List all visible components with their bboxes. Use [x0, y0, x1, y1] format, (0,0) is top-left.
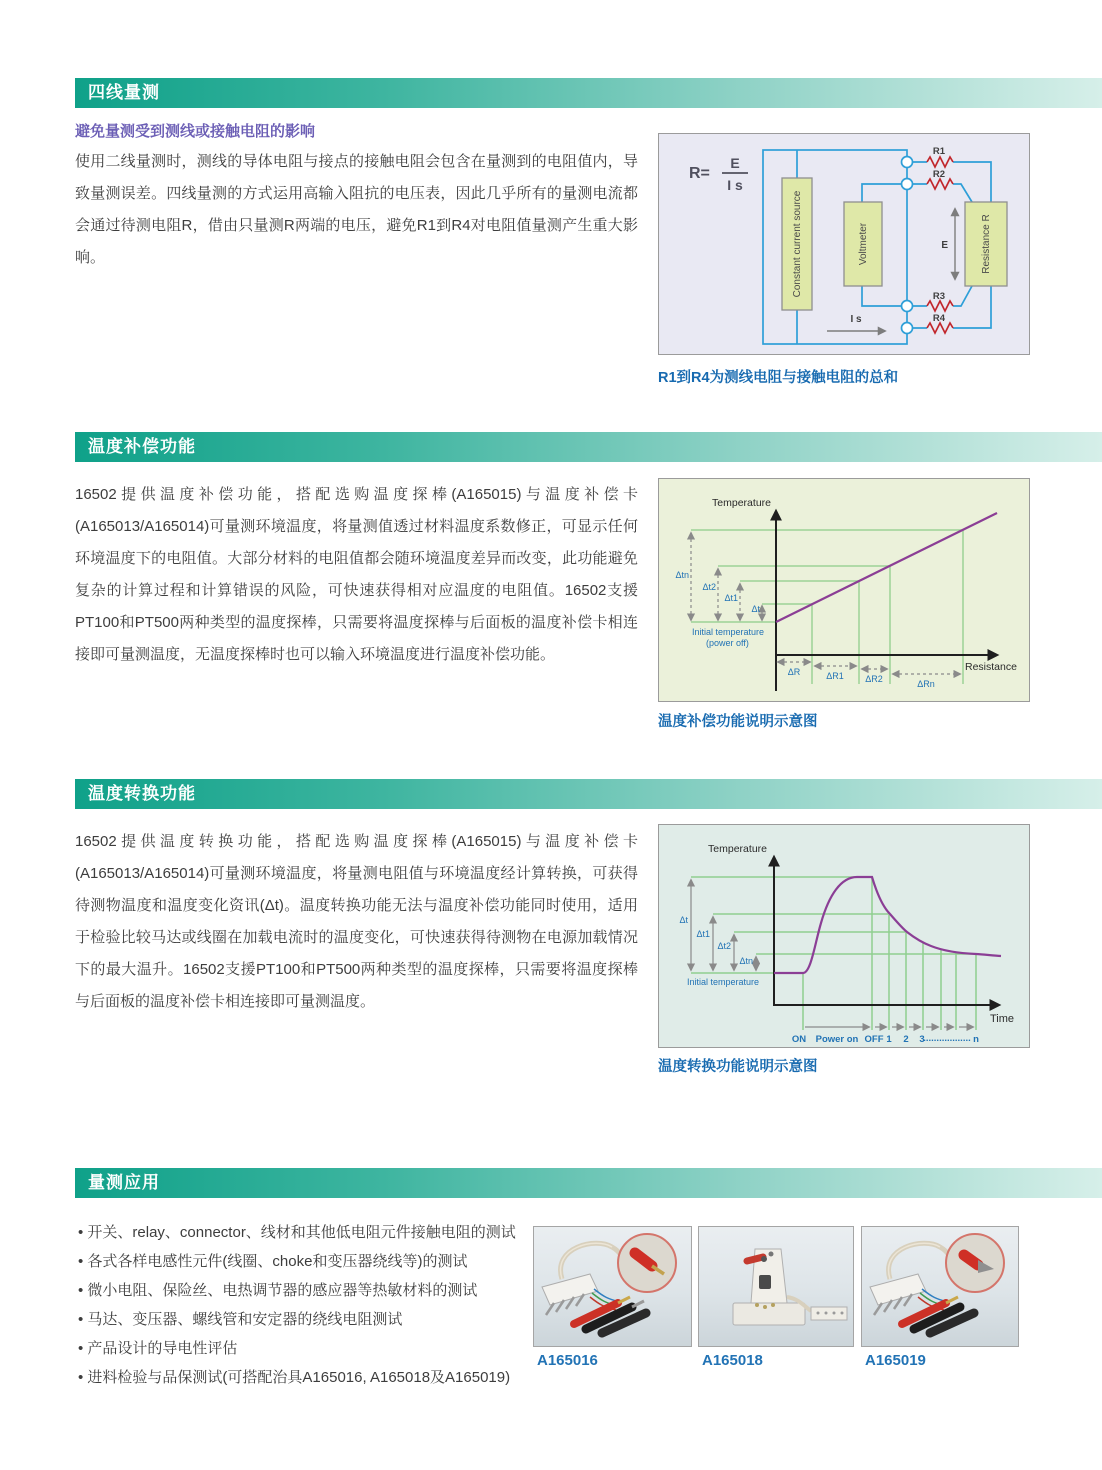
- delta-t-label: Δt: [679, 915, 688, 925]
- r4-label: R4: [932, 313, 946, 324]
- section-header-four-wire: [75, 78, 1102, 108]
- tick-2-label: 2: [903, 1034, 909, 1045]
- section-header-temp-conv: [75, 779, 1102, 809]
- r2-label: R2: [932, 169, 946, 180]
- product-label: A165016: [537, 1352, 598, 1369]
- temp-comp-chart-figure: [658, 478, 1030, 702]
- list-item: • 马达、变压器、螺线管和安定器的绕线电阻测试: [78, 1309, 550, 1331]
- product-photo-a165018: [698, 1226, 854, 1347]
- formula-R-equals-E-over-Is: [689, 155, 748, 193]
- four-wire-circuit-figure: [658, 133, 1030, 355]
- list-item: • 微小电阻、保险丝、电热调节器的感应器等热敏材料的测试: [78, 1280, 550, 1302]
- test-lead-set-image: [862, 1227, 1018, 1346]
- temp-conv-chart-svg: [659, 825, 1029, 1047]
- delta-r-arrows: [778, 662, 960, 674]
- voltmeter-label: Voltmeter: [858, 222, 869, 266]
- tick-1-label: 1: [886, 1034, 892, 1045]
- product-label: A165019: [865, 1352, 926, 1369]
- r3-label: R3: [932, 291, 946, 302]
- dots-label: ..................: [923, 1033, 971, 1044]
- delta-t1-label: Δt1: [696, 929, 710, 939]
- product-photo-a165016: [533, 1226, 692, 1347]
- r1-label: R1: [932, 146, 946, 157]
- guide-lines: [691, 530, 963, 684]
- temp-comp-chart-svg: [659, 479, 1029, 701]
- delta-tn-label: Δtn: [739, 956, 753, 966]
- section-title: 温度转换功能: [88, 784, 196, 803]
- four-wire-body: 使用二线量测时，测线的导体电阻与接点的接触电阻会包含在量测到的电阻值内，导致量测误差。四线量测的方式运用高输入阻抗的电压表，因此几乎所有的量测电流都会通过待测电阻R，借由只量测R两端的电压，避免R1到R4对电阻值量测产生重大影响。: [75, 153, 638, 266]
- initial-temperature-label: Initial temperature: [687, 977, 760, 987]
- constant-current-source-label: Constant current source: [792, 190, 803, 298]
- on-label: ON: [791, 1034, 807, 1045]
- four-wire-caption: R1到R4为测线电阻与接触电阻的总和: [658, 370, 899, 386]
- delta-rn-label: ΔRn: [917, 679, 935, 689]
- temperature-curve: [774, 877, 1001, 973]
- formula-lhs: R=: [689, 165, 710, 182]
- temp-conv-body: 16502提供温度转换功能，搭配选购温度探棒(A165015)与温度补偿卡(A165013/A165014)可量测环境温度，将量测电阻值与环境温度经计算转换，可获得待测物温度和温度变化资讯(Δt)。温度转换功能无法与温度补偿功能同时使用，适用于检验比较马达或线圈在加载电流时的温度变化，可快速获得待测物在电源加载情况下的最大温升。16502支援PT100和PT500两种类型的温度探棒，只需要将温度探棒与后面板的温度补偿卡相连接即可量测温度。: [75, 833, 638, 1010]
- initial-temperature-label: Initial temperature: [692, 627, 765, 637]
- y-axis-label: Temperature: [708, 843, 767, 855]
- formula-denominator: I s: [727, 177, 743, 193]
- product-photo-a165019: [861, 1226, 1019, 1347]
- e-label: E: [941, 240, 948, 251]
- off-label: OFF: [864, 1034, 884, 1045]
- x-axis-label: Resistance: [965, 661, 1017, 673]
- temp-conv-caption: 温度转换功能说明示意图: [658, 1059, 818, 1075]
- tick-3-label: 3: [919, 1034, 925, 1045]
- delta-t2-label: Δt2: [702, 582, 716, 592]
- temp-comp-body: 16502提供温度补偿功能，搭配选购温度探棒(A165015)与温度补偿卡(A165013/A165014)可量测环境温度，将量测值透过材料温度系数修正，可显示任何环境温度下的电阻值。大部分材料的电阻值都会随环境温度差异而改变，此功能避免复杂的计算过程和计算错误的风险，可快速获得相对应温度的电阻值。16502支援PT100和PT500两种类型的温度探棒，只需要将温度探棒与后面板的温度补偿卡相连接即可量测温度，无温度探棒时也可以输入环境温度进行温度补偿功能。: [75, 486, 638, 663]
- list-item: • 开关、relay、connector、线材和其他低电阻元件接触电阻的测试: [78, 1222, 550, 1244]
- section-title: 四线量测: [88, 83, 160, 102]
- list-item: • 进料检验与品保测试(可搭配治具A165016, A165018及A165019): [78, 1367, 550, 1389]
- time-axis-labels: [792, 1033, 979, 1045]
- section-title: 温度补偿功能: [88, 437, 196, 456]
- delta-r-label: ΔR: [787, 667, 801, 677]
- formula-numerator: E: [730, 155, 740, 171]
- delta-t-label: Δt: [751, 604, 760, 614]
- delta-t1-label: Δt1: [724, 593, 738, 603]
- is-label: I s: [850, 314, 862, 325]
- test-fixture-image: [699, 1227, 853, 1346]
- list-item: • 各式各样电感性元件(线圈、choke和变压器绕线等)的测试: [78, 1251, 550, 1273]
- delta-tn-label: Δtn: [675, 570, 689, 580]
- resistance-r-label: Resistance R: [981, 214, 992, 274]
- delta-r-labels: [788, 667, 935, 689]
- applications-list: [78, 1222, 550, 1396]
- four-wire-circuit-svg: [659, 134, 1029, 354]
- temp-comp-caption: 温度补偿功能说明示意图: [658, 714, 818, 730]
- four-wire-subtitle: 避免量测受到测线或接触电阻的影响: [75, 123, 316, 140]
- resistor-labels: [933, 146, 946, 324]
- product-label: A165018: [702, 1352, 763, 1369]
- list-item: • 产品设计的导电性评估: [78, 1338, 550, 1360]
- power-on-label: Power on: [815, 1034, 859, 1045]
- test-lead-set-image: [534, 1227, 691, 1346]
- delta-t2-label: Δt2: [717, 941, 731, 951]
- x-axis-label: Time: [989, 1013, 1015, 1025]
- section-header-temp-comp: [75, 432, 1102, 462]
- delta-r1-label: ΔR1: [826, 671, 844, 681]
- component-boxes: [782, 178, 1007, 310]
- delta-r2-label: ΔR2: [865, 674, 883, 684]
- temp-conv-chart-figure: [658, 824, 1030, 1048]
- resistor-symbols: [927, 157, 953, 333]
- section-header-applications: [75, 1168, 1102, 1198]
- power-off-label: (power off): [706, 638, 749, 648]
- tick-n-label: n: [973, 1034, 979, 1045]
- y-axis-label: Temperature: [712, 497, 771, 509]
- section-title: 量测应用: [88, 1173, 160, 1192]
